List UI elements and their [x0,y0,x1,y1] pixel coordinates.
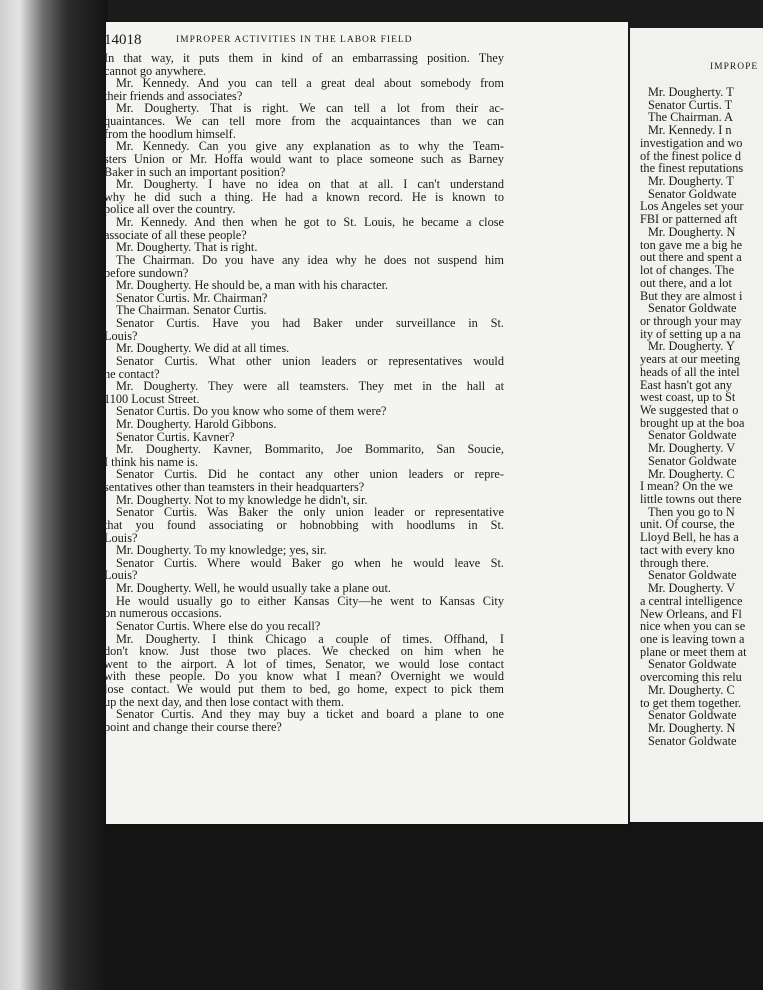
text-line: Baker in such an important position? [104,165,286,179]
right-running-head: IMPROPE [710,62,759,72]
text-line: Louis? [104,329,138,343]
text-line: Mr. Kennedy. Can you give any explanation as to why the Team- [116,140,504,154]
text-line: why he did such a thing. He had a known record. He is known to [104,190,504,204]
right-text-line: Mr. Dougherty. C [648,466,735,481]
right-text-line: Mr. Dougherty. T [648,85,734,99]
text-line: The Chairman. Do you have any idea why he does not suspend him [116,253,504,267]
right-text-line: ity of setting up a na [640,326,741,341]
text-line: sentatives other than teamsters in their headquarters? [104,481,365,495]
right-text-line: Mr. Dougherty. N [648,224,736,239]
right-text-line: tact with every kno [640,542,735,557]
right-text-line: Mr. Kennedy. I n [648,123,732,138]
text-line: 1100 Locust Street. [104,392,200,406]
text-line: Senator Curtis. Kavner? [116,430,235,444]
text-line: Senator Curtis. Where else do you recall? [116,619,321,633]
right-text-line: Los Angeles set your [640,199,744,214]
right-text-line: the finest reputations [640,161,744,176]
right-text-line: to get them together. [640,695,742,710]
right-text-line: Senator Goldwate [648,428,737,443]
right-text-line: little towns out there [640,492,742,507]
text-line: Mr. Dougherty. Well, he would usually take a plane out. [116,582,391,596]
text-line: Louis? [104,569,138,583]
text-line: Mr. Kennedy. And you can tell a great deal about somebody from [116,77,504,91]
text-line: their friends and associates? [104,89,243,103]
scan-shadow [108,822,763,990]
text-line: Mr. Dougherty. He should be, a man with his character. [116,279,389,293]
right-text-line: Mr. Dougherty. N [648,721,736,735]
text-line: quaintances. We can tell more from the acquaintances than we can [104,115,504,129]
text-line: The Chairman. Senator Curtis. [116,304,267,318]
text-line: up the next day, and then lose contact with them. [104,695,344,709]
right-text-line: Senator Goldwate [648,733,737,748]
text-line: Senator Curtis. And they may buy a ticket and board a plane to one [116,708,504,722]
text-line: Senator Curtis. Mr. Chairman? [116,291,268,305]
text-line: from the hoodlum himself. [104,127,236,141]
text-line: Mr. Dougherty. Harold Gibbons. [116,417,277,431]
text-line: Mr. Dougherty. To my knowledge; yes, sir. [116,544,327,558]
right-text-line: Mr. Dougherty. V [648,441,736,456]
text-line: Senator Curtis. Did he contact any other union leaders or repre- [116,468,504,482]
right-text-line: overcoming this relu [640,670,742,685]
text-line: police all over the country. [104,203,236,217]
text-line: Senator Curtis. Was Baker the only union leader or representative [116,506,504,520]
right-text-line: west coast, up to St [640,390,736,405]
right-text-line: But they are almost i [640,288,743,303]
right-page [630,28,763,822]
text-line: with these people. Do you know what I mean? Overnight we would [104,670,504,684]
right-text-line: a central intelligence [640,593,743,608]
text-line: Mr. Dougherty. That is right. We can tell a lot from their ac- [116,102,504,116]
right-text-line: I mean? On the we [640,479,733,494]
right-text-line: Lloyd Bell, he has a [640,530,739,545]
text-line: went to the airport. A lot of times, Senator, we would lose contact [104,657,504,671]
right-text-line: brought up at the boa [640,415,745,430]
right-text-line: The Chairman. A [648,110,734,125]
text-line: cannot go anywhere. [104,64,207,78]
text-line: I think his name is. [104,455,198,469]
right-text-line: Senator Goldwate [648,453,737,468]
right-text-line: nice when you can se [640,619,746,634]
right-text-line: East hasn't got any [640,377,733,392]
text-line: Senator Curtis. Have you had Baker under surveillance in St. [116,317,504,331]
right-text-line: years at our meeting [640,352,741,367]
text-line: Louis? [104,531,138,545]
text-line: Mr. Dougherty. I have no idea on that at all. I can't understand [116,178,504,192]
text-line: Senator Curtis. Where would Baker go when he would leave St. [116,556,504,570]
text-line: Mr. Dougherty. They were all teamsters. They met in the hall at [116,380,504,394]
text-line: he contact? [104,367,160,381]
right-text-line: plane or meet them at [640,644,747,659]
text-line: Mr. Dougherty. I think Chicago a couple of times. Offhand, I [116,632,504,646]
text-line: sters Union or Mr. Hoffa would want to place someone such as Barney [104,152,504,166]
right-text-line: Senator Goldwate [648,186,737,201]
text-line: Mr. Dougherty. Kavner, Bommarito, Joe Bommarito, San Soucie, [116,443,504,457]
right-text-line: investigation and wo [640,135,743,150]
right-text-line: lot of changes. The [640,263,735,278]
right-text-line: We suggested that o [640,403,739,417]
text-line: Senator Curtis. What other union leaders or representatives would [116,354,504,368]
right-text-line: of the finest police d [640,148,742,163]
right-text-line: Mr. Dougherty. C [648,682,735,697]
right-text-line: Senator Goldwate [648,568,737,583]
scanner-edge [0,0,108,990]
right-text-line: Mr. Dougherty. Y [648,339,735,354]
right-text-line: through there. [640,555,709,570]
right-text-line: Mr. Dougherty. V [648,581,736,596]
text-line: Mr. Kennedy. And then when he got to St. Louis, he became a close [116,216,504,230]
right-text-line: ton gave me a big he [640,237,743,252]
text-line: Mr. Dougherty. That is right. [116,241,258,255]
running-head: IMPROPER ACTIVITIES IN THE LABOR FIELD [176,35,413,45]
right-text-line: out there and spent a [640,250,742,265]
text-line: point and change their course there? [104,720,282,734]
right-text-line: Senator Goldwate [648,301,737,316]
right-text-line: Senator Goldwate [648,708,737,723]
right-text-line: Mr. Dougherty. T [648,174,734,189]
text-line: on numerous occasions. [104,607,222,621]
page-header [104,32,524,52]
text-line: Mr. Dougherty. We did at all times. [116,342,290,356]
right-text-line: Senator Goldwate [648,657,737,672]
right-text-line: FBI or patterned aft [640,212,738,227]
text-line: associate of all these people? [104,228,247,242]
text-line: He would usually go to either Kansas City—he went to Kansas City [116,594,504,608]
right-text-line: unit. Of course, the [640,517,735,532]
right-text-line: Senator Curtis. T [648,97,733,112]
right-text-line: New Orleans, and Fl [640,606,742,621]
page-number: 14018 [104,32,142,48]
text-line: In that way, it puts them in kind of an embarrassing position. They [104,52,504,65]
text-line: Mr. Dougherty. Not to my knowledge he didn't, sir. [116,493,368,507]
right-text-line: heads of all the intel [640,364,740,379]
right-text-line: out there, and a lot [640,275,732,290]
text-line: before sundown? [104,266,189,280]
text-line: Senator Curtis. Do you know who some of them were? [116,405,387,419]
right-text-line: one is leaving town a [640,631,745,646]
text-line: lose contact. We would put them to bed, go home, expect to pick them [104,683,504,696]
text-line: don't know. Just those two places. We checked on him when he [104,645,504,659]
right-text-line: or through your may [640,313,742,328]
right-text-line: Then you go to N [648,504,735,519]
text-line: that you found associating or hobnobbing with hoodlums in St. [104,518,504,532]
